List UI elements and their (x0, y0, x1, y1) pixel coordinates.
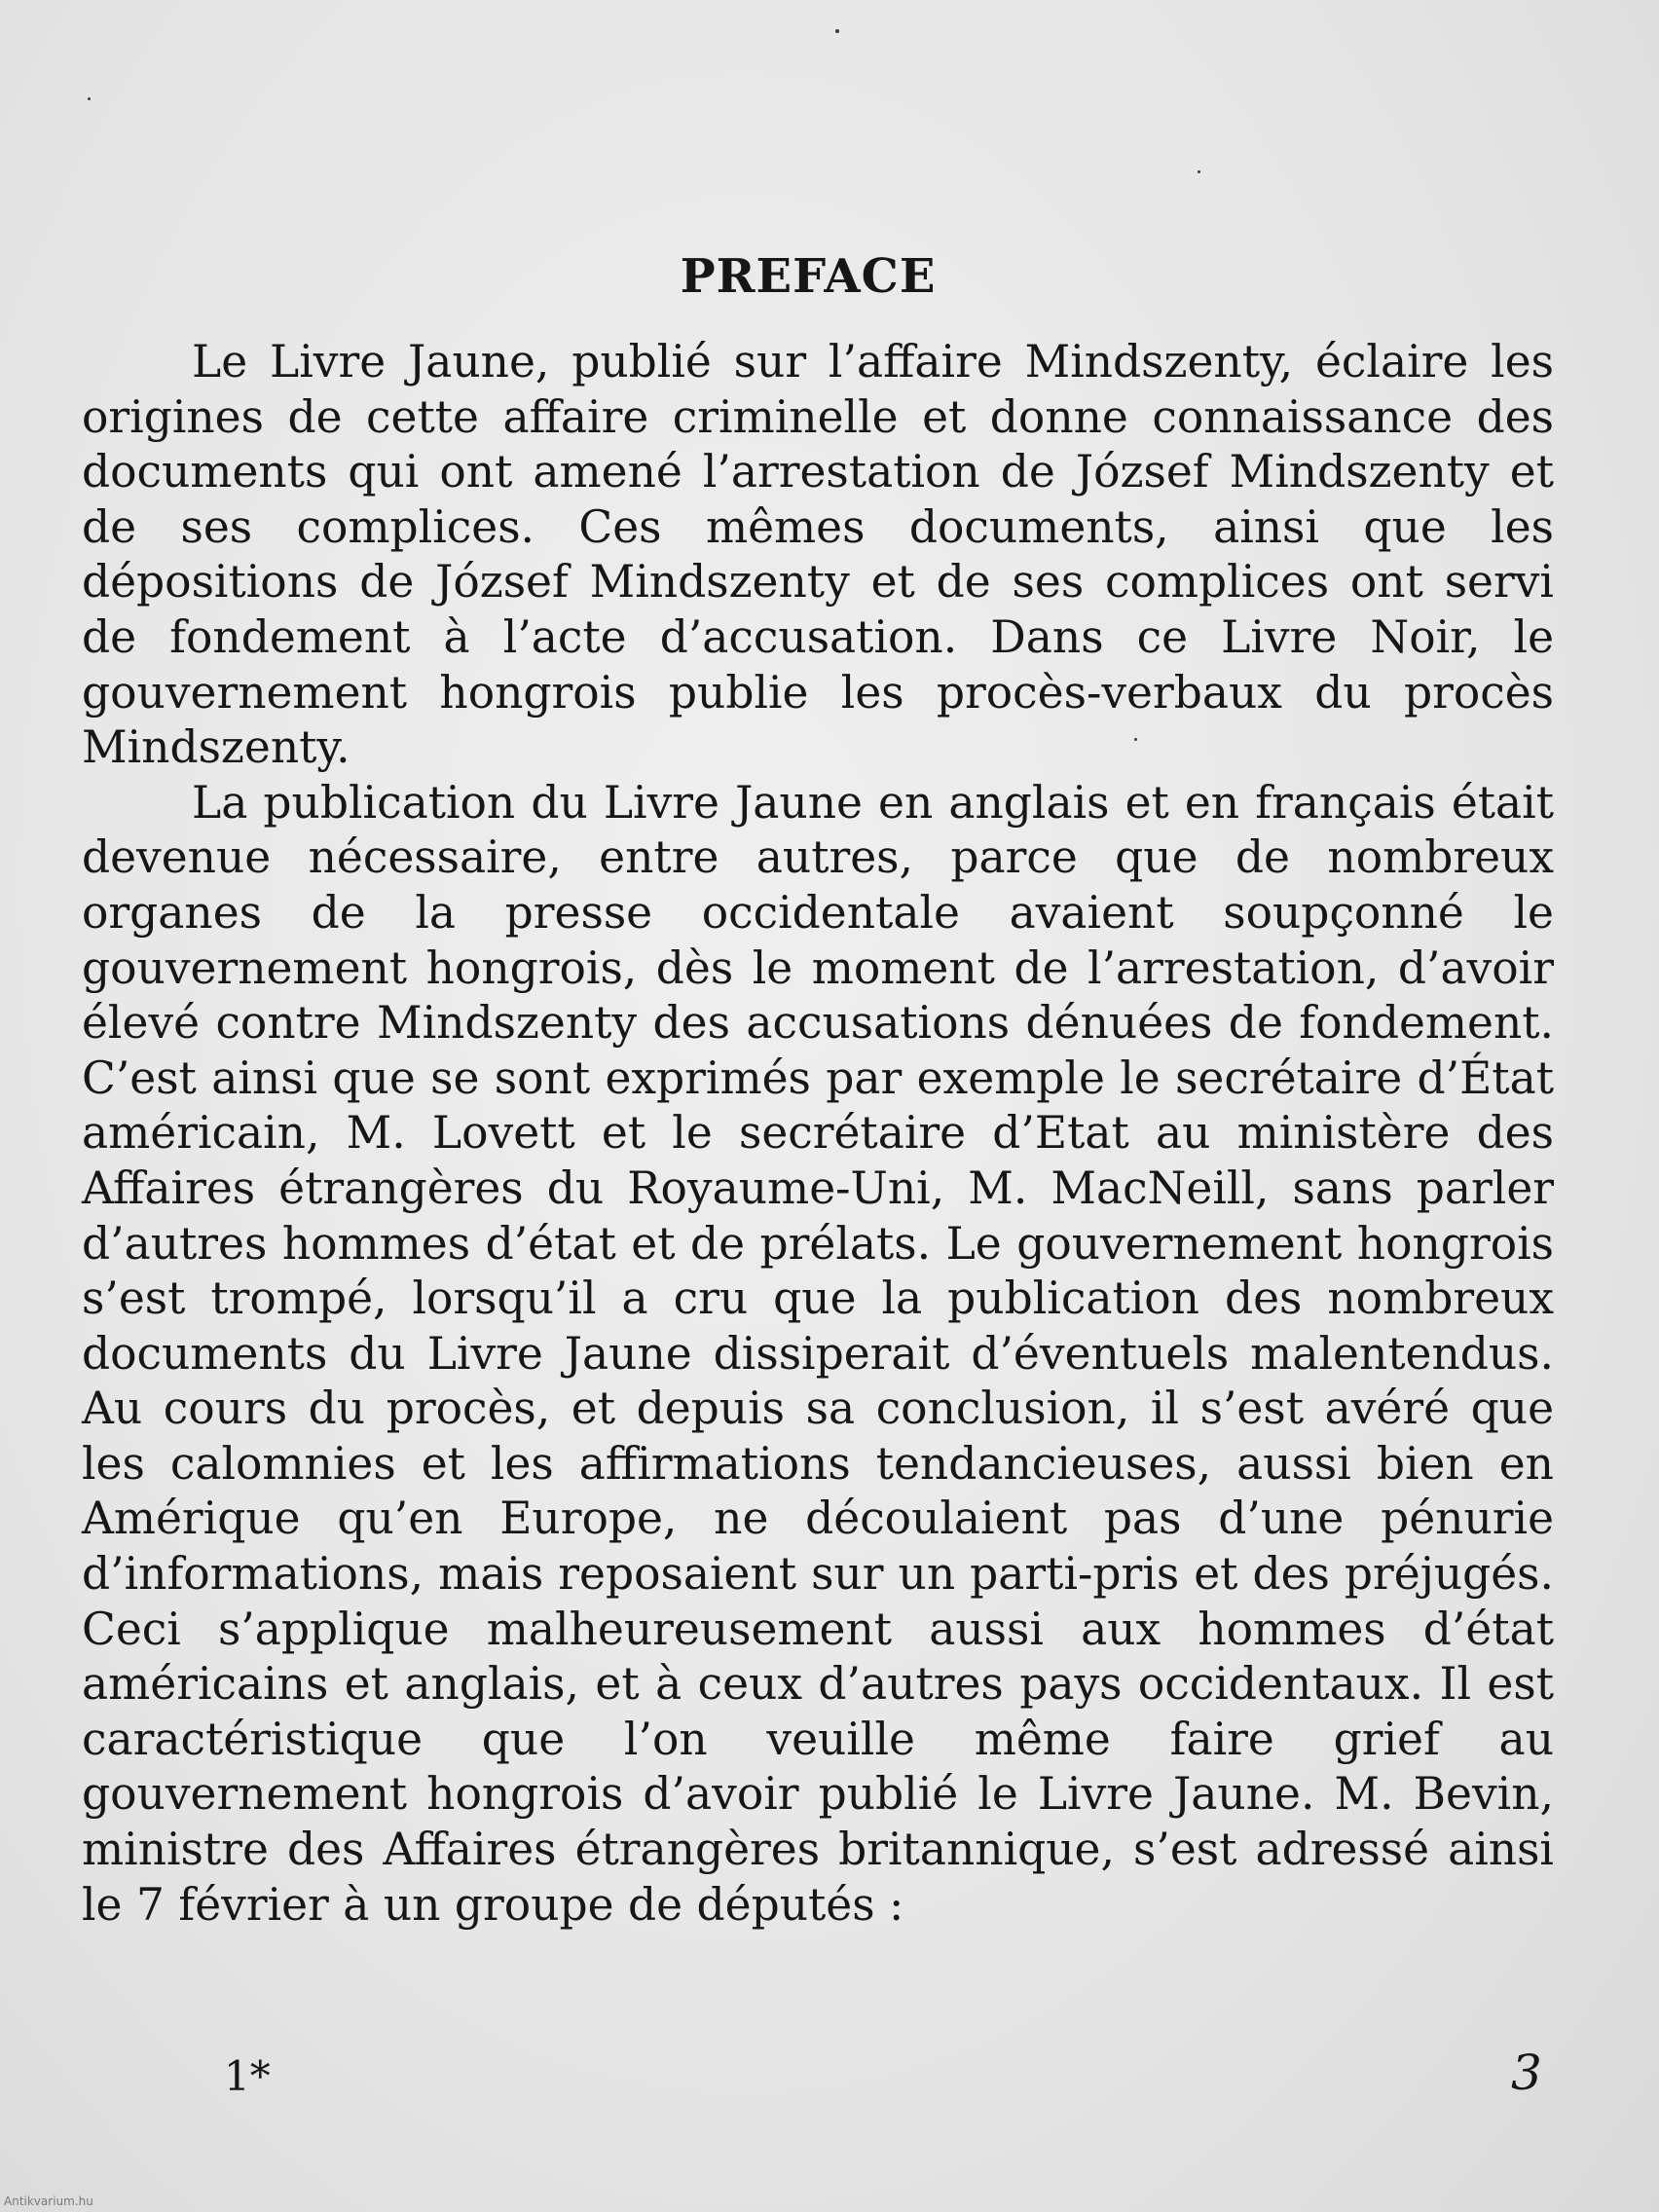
print-speck (835, 29, 839, 33)
watermark: Antikvarium.hu (4, 2194, 93, 2208)
paragraph-1: Le Livre Jaune, publié sur l’affaire Mindszenty, éclaire les origines de cette affaire criminelle et donne connaissance des documents qui ont amené l’arrestation de József Mindszenty et de ses complices. Ces mêmes documents, ainsi que les dépositions de József Mindszenty et de ses complices ont servi de fondement à l’acte d’accusation. Dans ce Livre Noir, le gouvernement hongrois publie les procès-verbaux du procès Mindszenty. (82, 336, 1554, 774)
body-text (82, 335, 1554, 1933)
page-title: PREFACE (680, 249, 937, 305)
page-number: 3 (1511, 2045, 1542, 2101)
paragraph-2: La publication du Livre Jaune en anglais et en français était devenue nécessaire, entre autres, parce que de nombreux organes de la presse occidentale avaient soupçonné le gouvernement hongrois, dès le moment de l’arrestation, d’avoir élevé contre Mindszenty des accusations dénuées de fondement. C’est ainsi que se sont exprimés par exemple le secrétaire d’État américain, M. Lovett et le secrétaire d’Etat au ministère des Affaires étrangères du Royaume-Uni, M. MacNeill, sans parler d’autres hommes d’état et de prélats. Le gouvernement hongrois s’est trompé, lorsqu’il a cru que la publication des nombreux documents du Livre Jaune dissiperait d’éventuels malentendus. Au cours du procès, et depuis sa conclusion, il s’est avéré que les calomnies et les affirmations tendancieuses, aussi bien en Amérique qu’en Europe, ne découlaient pas d’une pénurie d’informations, mais reposaient sur un parti-pris et des préjugés. Ceci s’applique malheureusement aussi aux hommes d’état américains et anglais, et à ceux d’autres pays occidentaux. Il est caractéristique que l’on veuille même faire grief au gouvernement hongrois d’avoir publié le Livre Jaune. M. Bevin, ministre des Affaires étrangères britannique, s’est adressé ainsi le 7 février à un groupe de députés : (82, 776, 1554, 1931)
print-speck (88, 97, 91, 100)
print-speck (1198, 170, 1200, 173)
signature-mark: 1* (224, 2052, 271, 2100)
